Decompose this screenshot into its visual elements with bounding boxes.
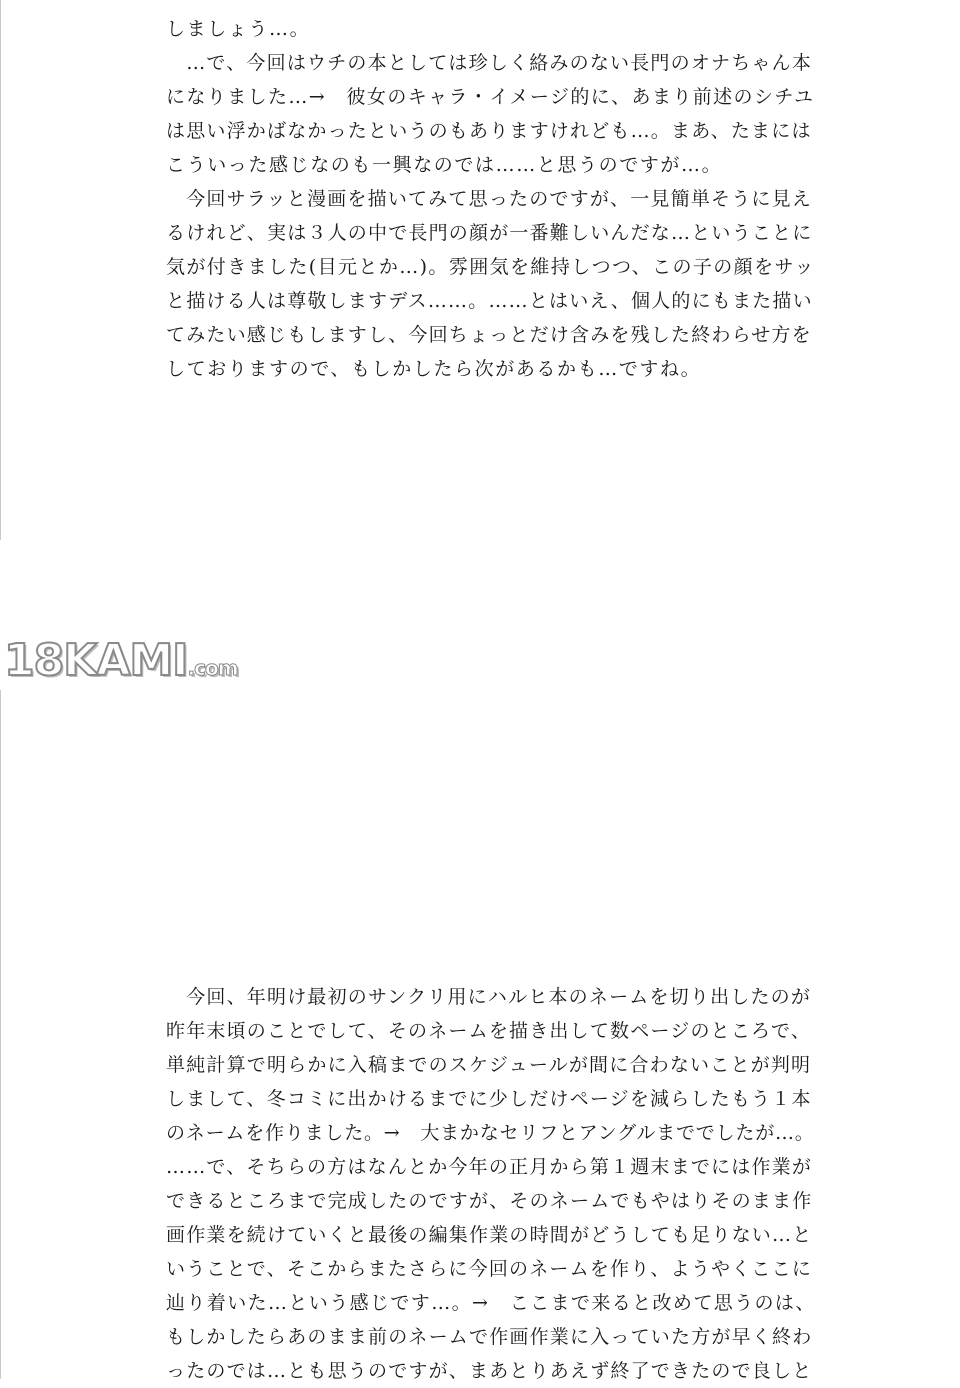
afterword-text-top <box>166 12 816 386</box>
text-line: 昨年末頃のことでして、そのネームを描き出して数ページのところで、 <box>166 1020 812 1042</box>
watermark-domain: .com <box>187 656 238 680</box>
text-line: しまして、冬コミに出かけるまでに少しだけページを減らしたもう１本 <box>166 1088 812 1110</box>
text-line: 画作業を続けていくと最後の編集作業の時間がどうしても足りない…と <box>166 1224 813 1246</box>
text-line: てみたい感じもしますし、今回ちょっとだけ含みを残した終わらせ方を <box>166 324 812 346</box>
text-line: もしかしたらあのまま前のネームで作画作業に入っていた方が早く終わ <box>166 1326 813 1348</box>
text-line: 単純計算で明らかに入稿までのスケジュールが間に合わないことが判明 <box>166 1054 812 1076</box>
text-line: 今回サラッと漫画を描いてみて思ったのですが、一見簡単そうに見え <box>166 188 813 210</box>
text-line: しておりますので、もしかしたら次があるかも…ですね。 <box>166 358 702 380</box>
text-line: は思い浮かばなかったというのもありますけれども…。まあ、たまには <box>166 120 812 142</box>
text-line: ったのでは…とも思うのですが、まあとりあえず終了できたので良しと <box>166 1360 813 1382</box>
text-line: 今回、年明け最初のサンクリ用にハルヒ本のネームを切り出したのが <box>166 986 812 1008</box>
text-line: できるところまで完成したのですが、そのネームでもやはりそのまま作 <box>166 1190 813 1212</box>
text-line: こういった感じなのも一興なのでは……と思うのですが…。 <box>166 154 723 176</box>
page-edge-line <box>0 0 1 540</box>
page-edge-line <box>0 690 1 1379</box>
site-watermark-logo <box>4 636 238 693</box>
afterword-text-bottom <box>166 980 816 1388</box>
text-line: と描ける人は尊敬しますデス……。……とはいえ、個人的にもまた描い <box>166 290 813 312</box>
text-line: …で、今回はウチの本としては珍しく絡みのない長門のオナちゃん本 <box>166 52 813 74</box>
text-line: いうことで、そこからまたさらに今回のネームを作り、ようやくここに <box>166 1258 813 1280</box>
text-line: 辿り着いた…という感じです…。→ ここまで来ると改めて思うのは、 <box>166 1292 816 1314</box>
text-line: になりました…→ 彼女のキャラ・イメージ的に、あまり前述のシチユ <box>166 86 815 108</box>
text-line: のネームを作りました。→ 大まかなセリフとアングルまででしたが…。 <box>166 1122 815 1144</box>
text-line: 気が付きました(目元とか…)。雰囲気を維持しつつ、この子の顔をサッ <box>166 256 815 278</box>
text-line: ……で、そちらの方はなんとか今年の正月から第１週末までには作業が <box>166 1156 813 1178</box>
text-line: るけれど、実は３人の中で長門の顔が一番難しいんだな…ということに <box>166 222 813 244</box>
text-line: しましょう…。 <box>166 18 311 40</box>
watermark-text: 18KAMI <box>4 635 188 686</box>
